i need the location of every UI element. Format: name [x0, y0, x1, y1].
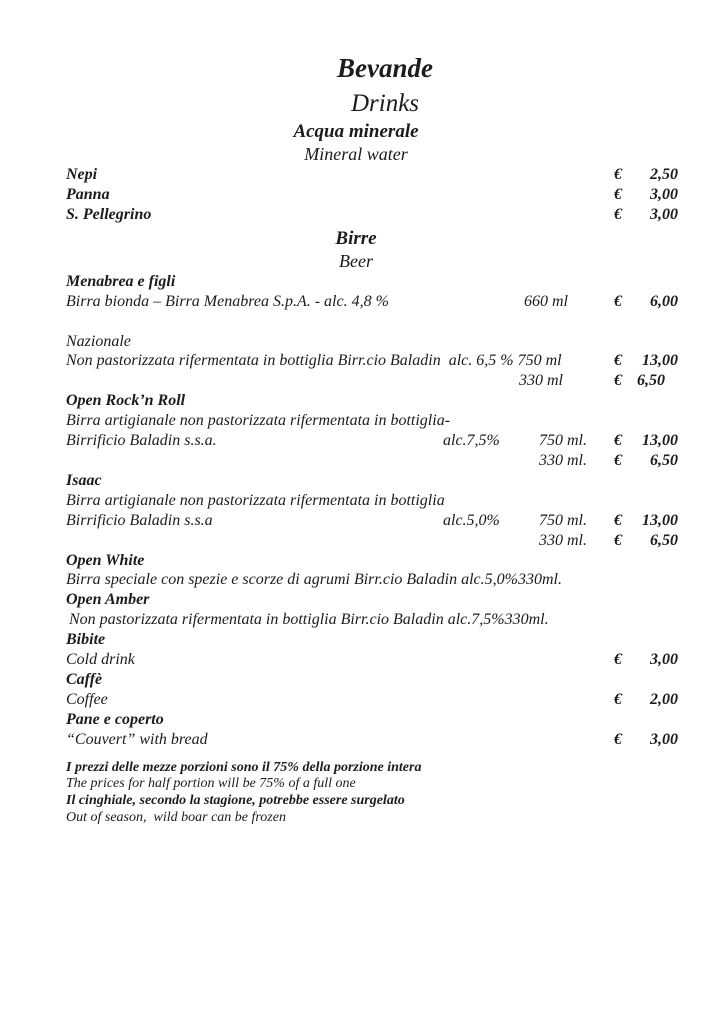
menu-row — [66, 630, 678, 650]
menu-row — [66, 670, 678, 690]
currency-symbol: € — [614, 372, 622, 390]
item-description: Cold drink — [66, 651, 135, 669]
menu-row — [66, 471, 678, 491]
menu-row — [66, 650, 678, 670]
item-price: 3,00 — [650, 651, 678, 669]
entry-title: Caffè — [66, 670, 103, 688]
menu-row — [66, 272, 678, 292]
menu-content — [66, 48, 678, 827]
item-alcohol: alc.7,5% — [443, 432, 500, 450]
footer-note-boar-it: Il cinghiale, secondo la stagione, potrebbe essere surgelato — [66, 793, 405, 809]
item-price: 13,00 — [642, 511, 678, 529]
entry-title: Open Rock’n Roll — [66, 392, 186, 410]
menu-row — [66, 690, 678, 710]
currency-symbol: € — [614, 166, 622, 183]
item-price: 2,00 — [650, 690, 678, 708]
menu-row — [66, 371, 678, 391]
item-price: 3,00 — [650, 185, 678, 203]
item-size: 750 ml. — [539, 511, 587, 529]
currency-symbol: € — [614, 205, 622, 223]
item-description: Birra speciale con spezie e scorze di agrumi Birr.cio Baladin alc.5,0%330ml. — [66, 571, 562, 589]
item-price: 2,50 — [650, 166, 678, 183]
menu-row — [66, 185, 678, 205]
currency-symbol: € — [614, 651, 622, 669]
item-price: 6,50 — [650, 531, 678, 549]
currency-symbol: € — [614, 432, 622, 450]
item-description: Birra bionda – Birra Menabrea S.p.A. - alc. 4,8 % — [66, 292, 389, 310]
currency-symbol: € — [614, 451, 622, 469]
footer-note-boar-en: Out of season, wild boar can be frozen — [66, 809, 286, 825]
item-price: 6,50 — [650, 451, 678, 469]
item-name: Nepi — [66, 166, 98, 183]
entry-title: Isaac — [66, 471, 102, 489]
item-price: 3,00 — [650, 730, 678, 748]
item-name: S. Pellegrino — [66, 205, 152, 223]
menu-row — [66, 570, 678, 590]
item-description: Birra artigianale non pastorizzata rifermentata in bottiglia- — [66, 412, 451, 430]
currency-symbol: € — [614, 690, 622, 708]
entry-title: Open White — [66, 551, 145, 569]
section-heading-english-water: Mineral water — [304, 144, 408, 164]
currency-symbol: € — [614, 292, 622, 310]
item-name: Panna — [66, 185, 110, 203]
item-size: 660 ml — [524, 292, 568, 310]
item-price: 13,00 — [642, 352, 678, 370]
menu-row — [66, 491, 678, 511]
menu-row — [66, 292, 678, 312]
footer-note-half-portion-en: The prices for half portion will be 75% of a full one — [66, 776, 356, 792]
menu-row — [66, 332, 678, 352]
item-size: 330 ml. — [539, 451, 587, 469]
item-alcohol: alc.5,0% — [443, 511, 500, 529]
item-description: Non pastorizzata rifermentata in bottiglia Birr.cio Baladin alc. 6,5 % 750 ml — [66, 352, 562, 370]
menu-row — [66, 590, 678, 610]
menu-row — [66, 511, 678, 531]
menu-title-italian: Bevande — [337, 53, 433, 83]
item-description: “Couvert” with bread — [66, 730, 208, 748]
menu-row — [66, 551, 678, 571]
section-heading-italian-water: Acqua minerale — [293, 121, 419, 142]
entry-title: Nazionale — [66, 332, 131, 350]
item-description: Birra artigianale non pastorizzata rifermentata in bottiglia — [66, 491, 445, 509]
entry-title: Bibite — [66, 631, 106, 649]
spacer — [66, 312, 678, 332]
menu-row — [66, 730, 678, 750]
entry-title: Menabrea e figli — [66, 272, 176, 290]
menu-row — [66, 165, 678, 185]
footer-note-half-portion-it: I prezzi delle mezze porzioni sono il 75% della porzione intera — [66, 759, 422, 775]
menu-row — [66, 610, 678, 630]
item-price: 6,50 — [637, 372, 665, 390]
entry-title: Pane e coperto — [66, 710, 164, 728]
currency-symbol: € — [614, 531, 622, 549]
menu-row — [66, 431, 678, 451]
currency-symbol: € — [614, 730, 622, 748]
currency-symbol: € — [614, 352, 622, 370]
currency-symbol: € — [614, 185, 622, 203]
section-heading-italian-beer: Birre — [335, 227, 377, 249]
menu-title-english: Drinks — [350, 90, 420, 117]
item-price: 3,00 — [650, 205, 678, 223]
menu-row — [66, 411, 678, 431]
item-description: Birrificio Baladin s.s.a. — [66, 432, 217, 450]
menu-row — [66, 205, 678, 225]
entry-title: Open Amber — [66, 591, 150, 609]
menu-row — [66, 451, 678, 471]
menu-row — [66, 531, 678, 551]
currency-symbol: € — [614, 511, 622, 529]
item-description: Coffee — [66, 690, 108, 708]
item-price: 6,00 — [650, 292, 678, 310]
menu-row — [66, 710, 678, 730]
item-size: 330 ml — [519, 372, 563, 390]
item-description: Birrificio Baladin s.s.a — [66, 511, 213, 529]
item-size: 750 ml. — [539, 432, 587, 450]
item-price: 13,00 — [642, 432, 678, 450]
footer-notes — [66, 760, 678, 827]
section-heading-english-beer: Beer — [339, 250, 373, 271]
item-description: Non pastorizzata rifermentata in bottiglia Birr.cio Baladin alc.7,5%330ml. — [69, 611, 549, 629]
menu-row — [66, 351, 678, 371]
menu-row — [66, 391, 678, 411]
item-size: 330 ml. — [539, 531, 587, 549]
